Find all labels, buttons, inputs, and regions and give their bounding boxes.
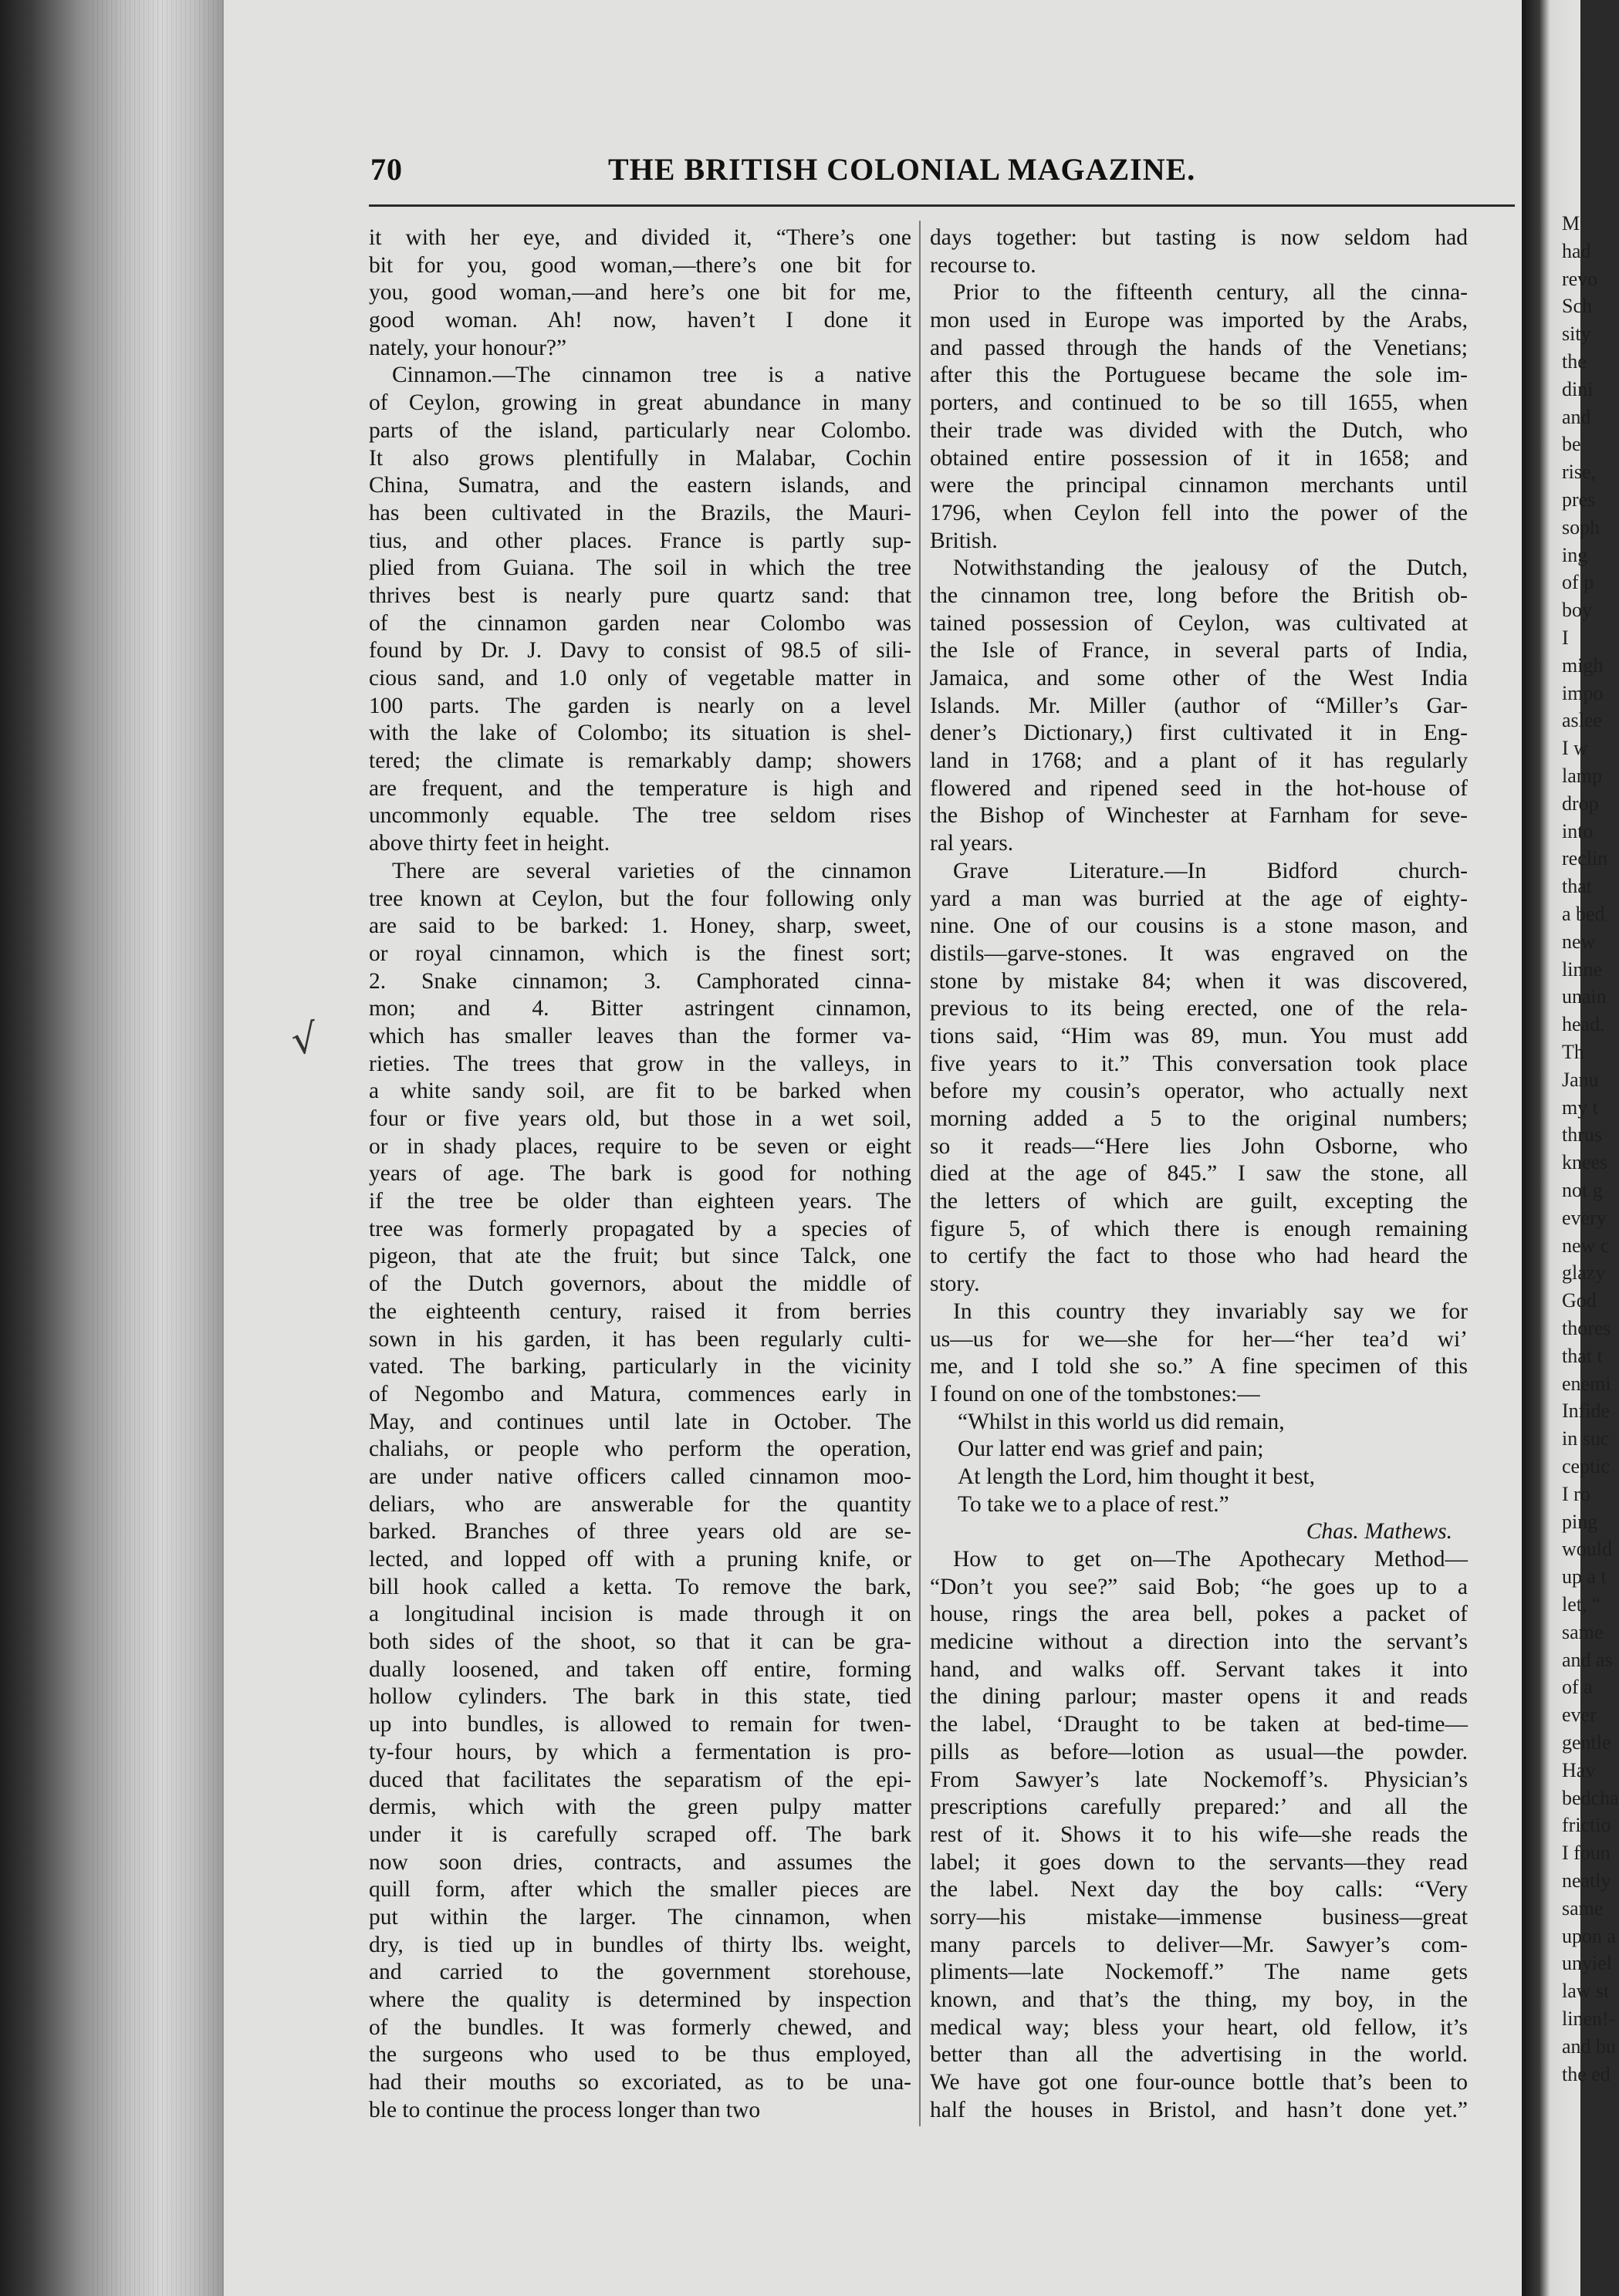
adjacent-page-fragment: law st [1562,1980,1610,2003]
adjacent-page-fragment: unyiel [1562,1952,1612,1975]
adjacent-page-fragment: ping [1562,1510,1598,1533]
text-line: tree known at Ceylon, but the four following only [369,886,911,911]
text-line: In this country they invariably say we for [953,1298,1468,1324]
text-line: or in shady places, require to be seven or eight [369,1133,911,1159]
text-line: May, and continues until late in October. The [369,1409,911,1434]
text-line: house, rings the area bell, pokes a packet of [930,1602,1468,1627]
right-column [930,225,1468,2124]
text-line: tius, and other places. France is partly sup- [369,528,911,553]
text-line: a longitudinal incision is made through it on [369,1602,911,1627]
adjacent-page-fragment: I [1562,626,1569,649]
text-line: both sides of the shoot, so that it can be gra- [369,1629,911,1655]
text-line: their trade was divided with the Dutch, who [930,417,1468,443]
left-column [369,225,911,2124]
adjacent-page-fragment: ing [1562,543,1588,566]
adjacent-page-fragment: let, “ [1562,1593,1601,1616]
text-line: were the principal cinnamon merchants until [930,473,1468,498]
text-line: bit for you, good woman,—there’s one bit for [369,252,911,278]
text-line: died at the age of 845.” I saw the stone, all [930,1161,1468,1187]
text-line: We have got one four-ounce bottle that’s been to [930,2070,1468,2095]
text-line: Chas. Mathews. [1306,1519,1452,1545]
adjacent-page-fragment: revo [1562,267,1598,290]
adjacent-page-fragment: the [1562,350,1587,373]
text-line: are under native officers called cinnamon moo- [369,1464,911,1489]
text-line: before my cousin’s operator, who actually next [930,1079,1468,1104]
text-line: previous to its being erected, one of the rela- [930,996,1468,1021]
text-line: 1796, when Ceylon fell into the power of the [930,500,1468,525]
text-line: has been cultivated in the Brazils, the Mauri- [369,500,911,525]
text-line: It also grows plentifully in Malabar, Cochin [369,445,911,471]
text-line: good woman. Ah! now, haven’t I done it [369,308,911,333]
text-line: tered; the climate is remarkably damp; showers [369,748,911,774]
text-line: land in 1768; and a plant of it has regularly [930,748,1468,774]
text-line: barked. Branches of three years old are se- [369,1519,911,1545]
adjacent-page-fragment: linen!- [1562,2007,1616,2030]
adjacent-page-fragment: into [1562,819,1594,842]
text-line: better than all the advertising in the world. [930,2042,1468,2068]
adjacent-page-fragment: knees [1562,1151,1608,1174]
text-line: ral years. [930,831,1014,856]
text-line: plied from Guiana. The soil in which the tree [369,555,911,581]
text-line: prescriptions carefully prepared:’ and all the [930,1795,1468,1820]
text-line: found by Dr. J. Davy to consist of 98.5 of sili- [369,638,911,663]
text-line: pigeon, that ate the fruit; but since Talck, one [369,1244,911,1269]
adjacent-page-fragment: M [1562,212,1580,235]
adjacent-page-fragment: sity [1562,322,1591,346]
text-line: story. [930,1271,980,1297]
text-line: distils—garve-stones. It was engraved on the [930,940,1468,966]
text-line: pliments—late Nockemoff.” The name gets [930,1960,1468,1985]
adjacent-page-fragment: Hav [1562,1758,1596,1781]
adjacent-page-fragment: up a t [1562,1565,1607,1589]
adjacent-page-fragment: a bed [1562,903,1605,925]
page-number: 70 [370,152,403,187]
text-line: medicine without a direction into the servant’s [930,1629,1468,1655]
adjacent-page-fragment: of a [1562,1676,1593,1699]
text-line: mon used in Europe was imported by the Arabs, [930,308,1468,333]
adjacent-page-fragment: impo [1562,681,1604,704]
adjacent-page-fragment: reclin [1562,847,1608,870]
text-line: At length the Lord, him thought it best, [958,1464,1315,1489]
text-line: half the houses in Bristol, and hasn’t done yet.” [930,2097,1468,2122]
adjacent-page-fragment: gentle [1562,1731,1611,1754]
adjacent-page-fragment: new [1562,930,1596,953]
adjacent-page-fragment: Infide [1562,1400,1611,1423]
text-line: now soon dries, contracts, and assumes the [369,1849,911,1875]
adjacent-page-fragment: enemi [1562,1372,1611,1395]
text-line: it with her eye, and divided it, “There’s one [369,225,911,250]
text-line: above thirty feet in height. [369,831,610,856]
text-line: quill form, after which the smaller pieces are [369,1877,911,1903]
text-line: the Bishop of Winchester at Farnham for seve- [930,803,1468,829]
adjacent-page-fragment: ceptic [1562,1455,1611,1477]
text-line: me, and I told she so.” A fine specimen of this [930,1354,1468,1379]
adjacent-page-fragment: and as [1562,1648,1613,1671]
text-line: or royal cinnamon, which is the finest sort; [369,940,911,966]
text-line: Jamaica, and some other of the West India [930,666,1468,690]
text-line: sown in his garden, it has been regularly culti- [369,1326,911,1352]
running-head [370,151,1242,190]
text-line: the Isle of France, in several parts of India, [930,638,1468,663]
adjacent-page-fragment: upon a [1562,1924,1617,1947]
text-line: of the Dutch governors, about the middle of [369,1271,911,1297]
adjacent-page-fragment: head. [1562,1013,1605,1036]
text-line: tions said, “Him was 89, mun. You must add [930,1023,1468,1048]
adjacent-page-fragment: frictio [1562,1814,1611,1837]
adjacent-page-fragment: God [1562,1289,1597,1312]
adjacent-page-fragment: had [1562,239,1591,262]
text-line: How to get on—The Apothecary Method— [953,1547,1468,1572]
text-line: figure 5, of which there is enough remaining [930,1216,1468,1241]
adjacent-page-fragment: that t [1562,1344,1603,1367]
text-line: dually loosened, and taken off entire, forming [369,1656,911,1682]
text-line: so it reads—“Here lies John Osborne, who [930,1133,1468,1159]
text-line: the dining parlour; master opens it and reads [930,1684,1468,1710]
text-line: put within the larger. The cinnamon, when [369,1904,911,1930]
adjacent-page-fragment: I ro [1562,1482,1590,1505]
text-line: Prior to the fifteenth century, all the cinna- [953,280,1468,306]
text-line: five years to it.” This conversation took place [930,1051,1468,1076]
text-line: duced that facilitates the separatism of the epi- [369,1767,911,1792]
text-line: yard a man was burried at the age of eighty- [930,886,1468,911]
adjacent-page-fragment: bedcha [1562,1786,1619,1809]
adjacent-page-fragment: boy [1562,599,1592,622]
text-line: recourse to. [930,252,1036,278]
adjacent-page-fragment: and bu [1562,2034,1617,2058]
text-line: 2. Snake cinnamon; 3. Camphorated cinna- [369,968,911,994]
text-line: sorry—his mistake—immense business—great [930,1904,1468,1930]
text-line: you, good woman,—and here’s one bit for me, [369,280,911,306]
column-divider [919,221,921,2126]
text-line: thrives best is nearly pure quartz sand: that [369,582,911,608]
text-line: days together: but tasting is now seldom had [930,225,1468,250]
text-line: Cinnamon.—The cinnamon tree is a native [392,363,911,388]
text-line: ble to continue the process longer than two [369,2097,761,2122]
adjacent-page-fragment: every [1562,1206,1607,1229]
text-line: From Sawyer’s late Nockemoff’s. Physician’s [930,1767,1468,1792]
text-line: porters, and continued to be so till 1655, when [930,390,1468,416]
adjacent-page-fragment: pres [1562,488,1596,511]
text-line: Notwithstanding the jealousy of the Dutch, [953,555,1468,581]
text-line: dener’s Dictionary,) first cultivated it in Eng- [930,721,1468,746]
text-line: chaliahs, or people who perform the operation, [369,1437,911,1462]
adjacent-page-fragment: migh [1562,653,1604,677]
adjacent-page-fragment: aslee [1562,709,1602,732]
adjacent-page-fragment: the ed [1562,2062,1611,2085]
text-line: ty-four hours, by which a fermentation is pro- [369,1739,911,1764]
text-line: I found on one of the tombstones:— [930,1381,1260,1406]
text-line: lected, and lopped off with a pruning knife, or [369,1547,911,1572]
text-line: rest of it. Shows it to his wife—she reads the [930,1822,1468,1847]
text-line: which has smaller leaves than the former va- [369,1023,911,1048]
adjacent-page-fragment: that [1562,875,1592,898]
adjacent-page-fragment: dini [1562,377,1594,400]
text-line: of the cinnamon garden near Colombo was [369,610,911,636]
text-line: a white sandy soil, are fit to be barked when [369,1079,911,1104]
adjacent-page-fragment: new c [1562,1234,1610,1257]
adjacent-page-fragment: Sch [1562,295,1592,318]
adjacent-page-fragment: Janu [1562,1068,1599,1091]
adjacent-page-fragment: I foun [1562,1842,1611,1865]
adjacent-page-fragment: my t [1562,1096,1598,1119]
text-line: the label. Next day the boy calls: “Very [930,1877,1468,1903]
adjacent-page-fragment: rise, [1562,461,1597,484]
book-page-edges [0,0,224,2296]
text-line: years of age. The bark is good for nothing [369,1161,911,1187]
header-rule [369,204,1515,207]
adjacent-page-fragment: ever [1562,1703,1597,1727]
text-line: nately, your honour?” [369,335,567,360]
text-line: the eighteenth century, raised it from berries [369,1298,911,1324]
adjacent-page-fragment: drop [1562,792,1599,815]
adjacent-page-fragment: thrus [1562,1123,1602,1146]
text-line: medical way; bless your heart, old fellow, it’s [930,2014,1468,2040]
text-line: hand, and walks off. Servant takes it into [930,1656,1468,1682]
text-line: “Whilst in this world us did remain, [958,1409,1285,1434]
text-line: British. [930,528,998,553]
text-line: vated. The barking, particularly in the vicinity [369,1354,911,1379]
text-line: There are several varieties of the cinnamon [392,858,911,883]
adjacent-page-fragment: glazy [1562,1261,1606,1285]
text-line: dry, is tied up in bundles of thirty lbs. weight, [369,1932,911,1957]
adjacent-page-fragment: same [1562,1620,1604,1643]
text-line: tained possession of Ceylon, was cultivated at [930,610,1468,636]
text-line: the label, ‘Draught to be taken at bed-time— [930,1712,1468,1737]
text-line: nine. One of our cousins is a stone mason, and [930,913,1468,939]
text-line: Grave Literature.—In Bidford church- [953,858,1468,883]
text-line: flowered and ripened seed in the hot-house of [930,775,1468,801]
text-line: China, Sumatra, and the eastern islands, and [369,473,911,498]
text-line: To take we to a place of rest.” [958,1491,1229,1517]
text-line: “Don’t you see?” said Bob; “he goes up to a [930,1574,1468,1599]
adjacent-page-fragment: not g [1562,1179,1603,1201]
text-line: up into bundles, is allowed to remain for twen- [369,1712,911,1737]
text-line: mon; and 4. Bitter astringent cinnamon, [369,996,911,1021]
text-line: the cinnamon tree, long before the British ob- [930,582,1468,608]
adjacent-page-fragment: linne [1562,957,1602,981]
pencil-check-mark: √ [288,1015,321,1065]
adjacent-page-fragment: soph [1562,515,1600,539]
adjacent-page-fragment: unain [1562,985,1607,1008]
text-line: label; it goes down to the servants—they read [930,1849,1468,1875]
magazine-title: THE BRITISH COLONIAL MAGAZINE. [608,152,1196,187]
adjacent-page-fragment: be [1562,433,1581,456]
text-line: after this the Portuguese became the sole im- [930,363,1468,388]
text-line: deliars, who are answerable for the quantity [369,1491,911,1517]
text-line: and passed through the hands of the Venetians; [930,335,1468,360]
adjacent-page-fragment: Th [1562,1041,1584,1063]
text-line: and carried to the government storehouse, [369,1960,911,1985]
text-line: the letters of which are guilt, excepting the [930,1189,1468,1214]
text-line: parts of the island, particularly near Colombo. [369,417,911,443]
adjacent-page-fragment: of p [1562,571,1594,594]
text-line: pills as before—lotion as usual—the powder. [930,1739,1468,1764]
adjacent-page-fragment: in suc [1562,1427,1610,1450]
adjacent-page-fragment: neatly [1562,1869,1611,1892]
text-line: stone by mistake 84; when it was discovered, [930,968,1468,994]
text-line: tree was formerly propagated by a species of [369,1216,911,1241]
text-line: hollow cylinders. The bark in this state, tied [369,1684,911,1710]
text-line: Our latter end was grief and pain; [958,1437,1264,1462]
text-line: us—us for we—she for her—“her tea’d wi’ [930,1326,1468,1352]
text-line: uncommonly equable. The tree seldom rises [369,803,911,829]
text-line: obtained entire possession of it in 1658; and [930,445,1468,471]
text-line: of Negombo and Matura, commences early in [369,1381,911,1406]
adjacent-page-fragment: would [1562,1538,1612,1561]
text-line: known, and that’s the thing, my boy, in the [930,1987,1468,2012]
text-line: are said to be barked: 1. Honey, sharp, sweet, [369,913,911,939]
text-line: with the lake of Colombo; its situation is shel- [369,721,911,746]
text-line: where the quality is determined by inspection [369,1987,911,2012]
adjacent-page-fragment: same [1562,1896,1604,1920]
text-line: of Ceylon, growing in great abundance in many [369,390,911,416]
text-line: under it is carefully scraped off. The bark [369,1822,911,1847]
text-line: morning added a 5 to the original numbers; [930,1106,1468,1131]
text-line: cious sand, and 1.0 only of vegetable matter in [369,666,911,690]
adjacent-page-fragment: lamp [1562,765,1602,787]
adjacent-page-fragment: I w [1562,737,1588,760]
text-line: bill hook called a ketta. To remove the bark, [369,1574,911,1599]
text-line: to certify the fact to those who had heard the [930,1244,1468,1269]
text-line: 100 parts. The garden is nearly on a level [369,693,911,718]
adjacent-page-fragment: thores [1562,1317,1611,1339]
text-line: the surgeons who used to be thus employed, [369,2042,911,2068]
text-line: four or five years old, but those in a wet soil, [369,1106,911,1131]
text-line: many parcels to deliver—Mr. Sawyer’s com- [930,1932,1468,1957]
adjacent-page-fragment: and [1562,405,1591,428]
text-line: had their mouths so excoriated, as to be una- [369,2070,911,2095]
text-line: of the bundles. It was formerly chewed, and [369,2014,911,2040]
text-line: if the tree be older than eighteen years. The [369,1189,911,1214]
text-line: dermis, which with the green pulpy matter [369,1795,911,1820]
text-line: rieties. The trees that grow in the valleys, in [369,1051,911,1076]
text-line: are frequent, and the temperature is high and [369,775,911,801]
text-line: Islands. Mr. Miller (author of “Miller’s Gar- [930,693,1468,718]
